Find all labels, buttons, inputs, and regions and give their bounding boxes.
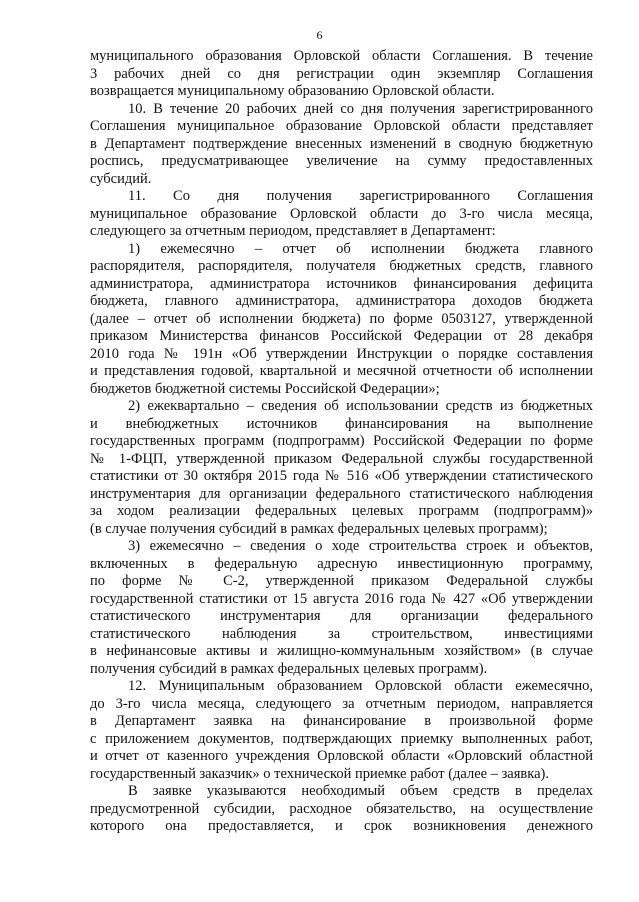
paragraph: [90, 398, 593, 538]
text-line: 11. Со дня получения зарегистрированного Соглашения: [128, 188, 593, 204]
text-line: 3 рабочих дней со дня регистрации один экземпляр Соглашения: [90, 65, 593, 82]
text-line: за ходом реализации федеральных целевых программ (подпрограмм)»: [90, 503, 593, 519]
text-line: с приложением документов, подтверждающих приемку выполненных работ,: [90, 730, 593, 747]
text-line: 1) ежемесячно – отчет об исполнении бюджета главного: [128, 240, 593, 257]
text-line: до 3-го числа месяца, следующего за отчетным периодом, направляется: [90, 695, 593, 712]
paragraph: [90, 538, 593, 678]
text-line: бюджета, главного администратора, администратора доходов бюджета: [90, 293, 593, 309]
text-line: и отчет от казенного учреждения Орловской области «Орловский областной: [90, 748, 593, 764]
paragraph: [90, 101, 593, 189]
text-line: роспись, предусматривающее увеличение на сумму предоставленных: [90, 153, 593, 169]
text-line: статистики от 30 октября 2015 года № 516 «Об утверждении статистического: [90, 468, 593, 484]
text-line: государственный заказчик» о технической приемке работ (далее – заявка).: [90, 765, 549, 782]
text-line: статистического инструментария для организации федерального: [90, 608, 593, 624]
text-line: 3) ежемесячно – сведения о ходе строительства строек и объектов,: [128, 538, 593, 554]
text-line: следующего за отчетным периодом, представляет в Департамент:: [90, 223, 496, 239]
text-line: в нефинансовые активы и жилищно-коммунальным хозяйством» (в случае: [90, 643, 593, 659]
text-line: 2010 года № 191н «Об утверждении Инструкции о порядке составления: [90, 345, 593, 362]
paragraph: [90, 48, 593, 101]
text-line: 2) ежеквартально – сведения об использовании средств из бюджетных: [128, 398, 593, 414]
text-line: в Департамент заявка на финансирование в произвольной форме: [90, 713, 593, 729]
text-line: распорядителя, распорядителя, получателя бюджетных средств, главного: [90, 258, 593, 274]
text-line: предусмотренной субсидии, расходное обязательство, на осуществление: [90, 800, 593, 817]
paragraph: [90, 188, 593, 241]
paragraph: [90, 241, 593, 399]
text-line: Соглашения муниципальное образование Орловской области представляет: [90, 118, 593, 134]
text-line: субсидий.: [90, 170, 152, 187]
text-line: В заявке указываются необходимый объем средств в пределах: [128, 783, 593, 799]
paragraph: [90, 678, 593, 783]
text-line: № 1-ФЦП, утвержденной приказом Федеральной службы государственной: [90, 450, 593, 467]
page-number: 6: [316, 28, 323, 42]
document-body: [90, 48, 593, 836]
text-line: бюджетов бюджетной системы Российской Федерации»;: [90, 380, 440, 397]
text-line: 12. Муниципальным образованием Орловской области ежемесячно,: [128, 678, 593, 694]
text-line: возвращается муниципальному образованию Орловской области.: [90, 83, 495, 99]
text-line: 10. В течение 20 рабочих дней со дня получения зарегистрированного: [128, 100, 593, 117]
text-line: и внебюджетных источников финансирования на выполнение: [90, 415, 593, 432]
text-line: по форме № С-2, утвержденной приказом Федеральной службы: [90, 573, 593, 589]
text-line: в Департамент подтверждение внесенных изменений в сводную бюджетную: [90, 135, 593, 152]
text-line: и представления годовой, квартальной и месячной отчетности об исполнении: [90, 363, 593, 379]
text-line: (далее – отчет об исполнении бюджета) по форме 0503127, утвержденной: [90, 310, 593, 327]
text-line: администратора, администратора источников финансирования дефицита: [90, 275, 593, 292]
text-line: государственных программ (подпрограмм) Российской Федерации по форме: [90, 433, 593, 449]
text-line: муниципальное образование Орловской области до 3-го числа месяца,: [90, 205, 593, 222]
text-line: муниципального образования Орловской области Соглашения. В течение: [90, 48, 593, 64]
text-line: статистического наблюдения за строительством, инвестициями: [90, 625, 593, 642]
text-line: государственной статистики от 15 августа 2016 года № 427 «Об утверждении: [90, 590, 593, 607]
text-line: приказом Министерства финансов Российской Федерации от 28 декабря: [90, 328, 593, 344]
text-line: включенных в федеральную адресную инвестиционную программу,: [90, 555, 593, 572]
paragraph: [90, 783, 593, 836]
text-line: инструментария для организации федерального статистического наблюдения: [90, 485, 593, 502]
text-line: получения субсидий в рамках федеральных целевых программ).: [90, 660, 488, 677]
text-line: (в случае получения субсидий в рамках федеральных целевых программ);: [90, 520, 548, 537]
text-line: которого она предоставляется, и срок возникновения денежного: [90, 818, 593, 834]
